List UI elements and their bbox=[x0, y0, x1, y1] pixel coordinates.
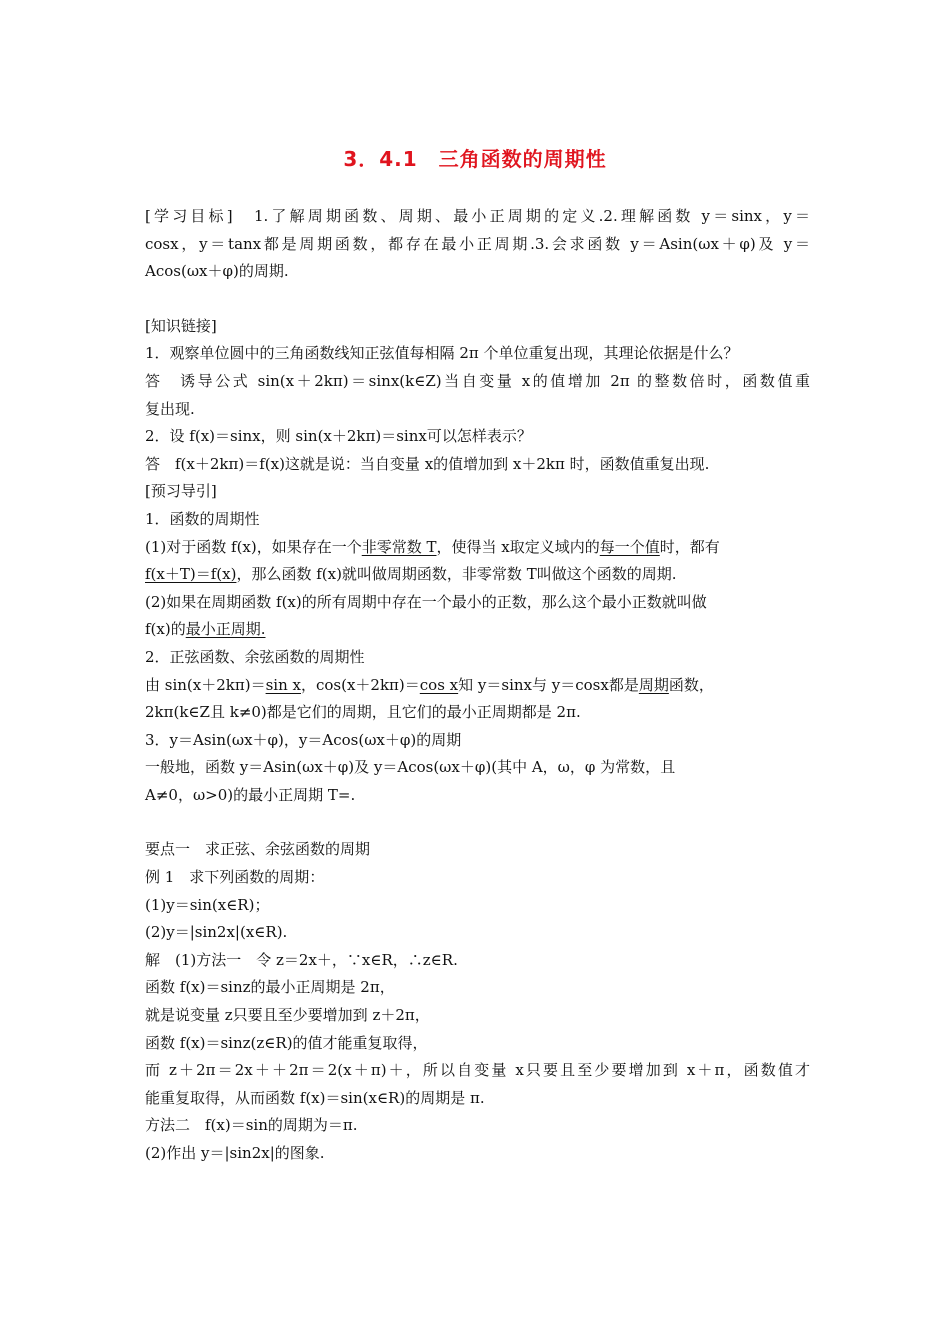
text-line: (2)作出 y＝|sin2x|的图象. bbox=[145, 1144, 325, 1162]
text-span: ，cos(x＋2kπ)＝ bbox=[300, 675, 420, 694]
paragraph-gap bbox=[145, 286, 810, 313]
text-line bbox=[145, 616, 810, 644]
text-line: 答 诱导公式 sin(x＋2kπ)＝sinx(k∈Z)当自变量 x的值增加 2π 的整数倍时，函数值重 bbox=[145, 371, 810, 390]
text-line bbox=[145, 534, 810, 562]
text-line: 方法二 f(x)＝sin的周期为＝π. bbox=[145, 1116, 358, 1135]
text-line: 解 (1)方法一 令 z＝2x＋，∵x∈R，∴z∈R. bbox=[145, 950, 458, 969]
underlined-answer: 非零常数 T bbox=[361, 537, 437, 556]
text-line: 复出现. bbox=[145, 399, 195, 418]
text-line bbox=[145, 561, 810, 589]
paragraph-gap bbox=[145, 809, 810, 836]
text-line: [预习导引] bbox=[145, 482, 217, 501]
text-line: (2)y＝|sin2x|(x∈R). bbox=[145, 923, 288, 942]
text-span: 知 y＝sinx与 y＝cosx都是 bbox=[458, 675, 639, 694]
text-line: 3．y＝Asin(ωx＋φ)，y＝Acos(ωx＋φ)的周期 bbox=[145, 730, 462, 749]
text-line: A≠0，ω>0)的最小正周期 T=. bbox=[145, 785, 356, 804]
underlined-answer: 最小正周期. bbox=[185, 620, 266, 639]
text-line: 能重复取得，从而函数 f(x)＝sin(x∈R)的周期是 π. bbox=[145, 1088, 485, 1107]
text-line: 而 z＋2π＝2x＋＋2π＝2(x＋π)＋，所以自变量 x只要且至少要增加到 x＋π，函数值才 bbox=[145, 1061, 810, 1080]
text-line: Acos(ωx＋φ)的周期. bbox=[145, 262, 289, 281]
text-line: 函数 f(x)＝sinz的最小正周期是 2π， bbox=[145, 978, 395, 997]
underlined-answer: f(x＋T)＝f(x) bbox=[145, 565, 237, 584]
text-line: [知识链接] bbox=[145, 316, 217, 335]
text-line: 函数 f(x)＝sinz(z∈R)的值才能重复取得， bbox=[145, 1033, 428, 1052]
text-line: 例 1 求下列函数的周期： bbox=[145, 868, 325, 887]
text-span: f(x)的 bbox=[145, 620, 186, 639]
text-line: 2．正弦函数、余弦函数的周期性 bbox=[145, 647, 365, 666]
text-span: 函数， bbox=[668, 675, 714, 694]
text-span: (1)对于函数 f(x)，如果存在一个 bbox=[145, 537, 362, 556]
underlined-answer: 周期 bbox=[638, 675, 669, 694]
text-line: cosx，y＝tanx都是周期函数，都存在最小正周期.3.会求函数 y＝Asin(ωx＋φ)及 y＝ bbox=[145, 234, 810, 253]
text-line: 2．设 f(x)＝sinx，则 sin(x＋2kπ)＝sinx可以怎样表示？ bbox=[145, 427, 532, 446]
text-line bbox=[145, 672, 810, 700]
text-line: [学习目标] 1.了解周期函数、周期、最小正周期的定义.2.理解函数 y＝sinx，y＝ bbox=[145, 207, 810, 225]
text-span: 由 sin(x＋2kπ)＝ bbox=[145, 675, 266, 694]
text-line: 要点一 求正弦、余弦函数的周期 bbox=[145, 840, 371, 859]
text-span: ，使得当 x取定义域内的 bbox=[436, 537, 600, 556]
underlined-answer: sin x bbox=[265, 675, 301, 694]
document-body bbox=[145, 203, 810, 1168]
text-span: 时，都有 bbox=[659, 537, 720, 556]
text-line: 2kπ(k∈Z且 k≠0)都是它们的周期，且它们的最小正周期都是 2π. bbox=[145, 703, 581, 722]
underlined-answer: 每一个值 bbox=[599, 537, 660, 556]
text-line: (2)如果在周期函数 f(x)的所有周期中存在一个最小的正数，那么这个最小正数就叫做 bbox=[145, 592, 707, 611]
text-line: 一般地，函数 y＝Asin(ωx＋φ)及 y＝Acos(ωx＋φ)(其中 A，ω，φ 为常数，且 bbox=[145, 758, 676, 777]
text-line: 1．函数的周期性 bbox=[145, 509, 260, 528]
text-line: 1．观察单位圆中的三角函数线知正弦值每相隔 2π 个单位重复出现，其理论依据是什么？ bbox=[145, 344, 739, 363]
underlined-answer: cos x bbox=[419, 675, 459, 694]
page-title: 3．4.1 三角函数的周期性 bbox=[343, 147, 607, 171]
text-line: 就是说变量 z只要且至少要增加到 z＋2π， bbox=[145, 1006, 430, 1025]
text-line: (1)y＝sin(x∈R)； bbox=[145, 895, 270, 914]
text-line: 答 f(x＋2kπ)＝f(x)这就是说：当自变量 x的值增加到 x＋2kπ 时，函数值重复出现. bbox=[145, 454, 710, 473]
text-span: ，那么函数 f(x)就叫做周期函数，非零常数 T叫做这个函数的周期. bbox=[236, 565, 677, 584]
